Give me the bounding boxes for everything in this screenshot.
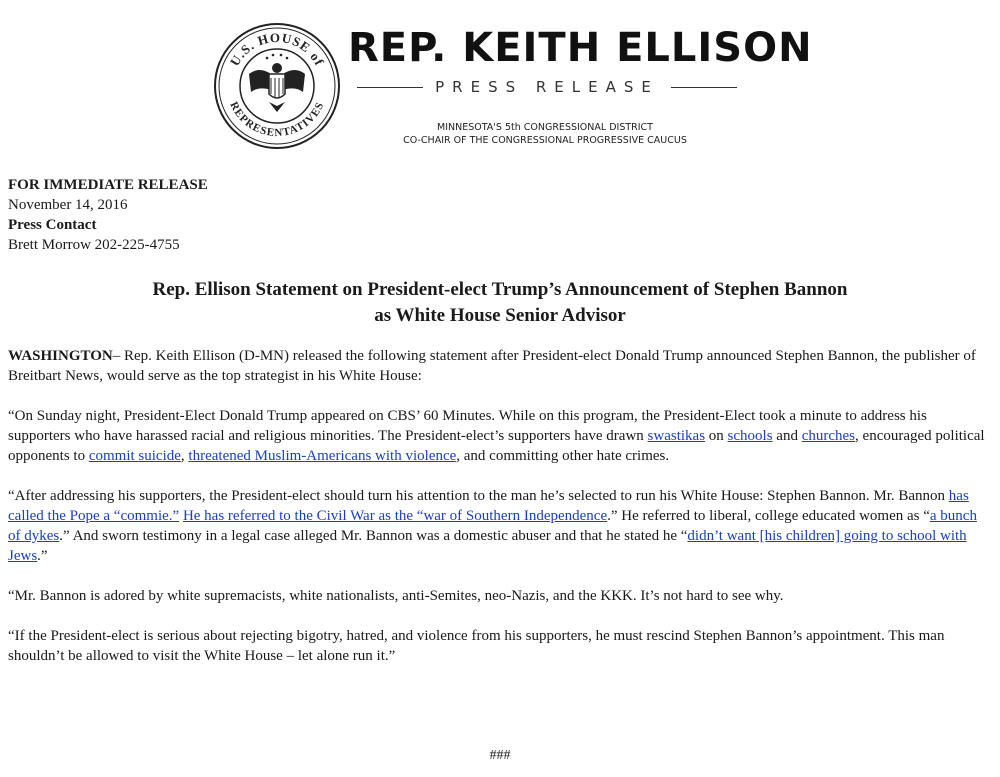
stars-icon (266, 54, 289, 60)
link-civil-war[interactable]: He has referred to the Civil War as the “war of Southern Independence (182, 508, 608, 524)
headline-line-1: Rep. Ellison Statement on President-elect Trump’s Announcement of Stephen Bannon (152, 279, 848, 300)
eagle-icon (249, 63, 305, 112)
link-churches[interactable]: churches (801, 428, 856, 444)
text-run: .” (37, 548, 48, 564)
contact-info: Brett Morrow 202-225-4755 (8, 237, 180, 253)
intro-text: – Rep. Keith Ellison (D-MN) released the following statement after President-elect Donald Trump announced Stephen Bannon, the publisher of Breitbart News, would serve as the top strategist in his White House: (8, 348, 976, 384)
subtitle-text: PRESS RELEASE (435, 78, 659, 96)
paragraph-5: “If the President-elect is serious about rejecting bigotry, hatred, and violence from his supporters, he must rescind Stephen Bannon’s appointment. This man shouldn’t be allowed to visit the White House – let alone run it.” (8, 628, 945, 664)
end-mark: ### (489, 748, 511, 763)
link-pope-commie[interactable]: has called the Pope a “commie.” (8, 488, 969, 524)
text-run: and (772, 428, 802, 444)
link-commit-suicide[interactable]: commit suicide (88, 448, 181, 464)
divider-left (357, 87, 423, 88)
text-run: .” And sworn testimony in a legal case alleged Mr. Bannon was a domestic abuser and that he stated he “ (59, 528, 688, 544)
district-info (380, 121, 710, 147)
seal-bottom-text: REPRESENTATIVES (227, 99, 327, 140)
text-run: “On Sunday night, President-Elect Donald Trump appeared on CBS’ 60 Minutes. While on this program, the President-Elect took a minute to address his supporters who have harassed racial and religious minorities. The President-elect’s supporters have drawn (8, 408, 927, 444)
house-seal-logo (213, 22, 341, 150)
dateline: WASHINGTON (8, 348, 113, 364)
headline-line-2: as White House Senior Advisor (374, 305, 626, 326)
seal-graphic (213, 22, 341, 150)
text-run: on (705, 428, 728, 444)
district-line: MINNESOTA'S 5th CONGRESSIONAL DISTRICT (437, 122, 653, 133)
contact-label: Press Contact (8, 217, 97, 233)
paragraph-intro (8, 346, 993, 386)
text-run: .” He referred to liberal, college educated women as “ (607, 508, 930, 524)
letterhead (0, 0, 1000, 160)
press-release-subtitle (357, 76, 737, 98)
headline (0, 277, 1000, 329)
divider-right (671, 87, 737, 88)
release-meta (8, 175, 408, 255)
paragraph-3 (8, 486, 993, 566)
link-swastikas[interactable]: swastikas (647, 428, 706, 444)
text-run: , and committing other hate crimes. (456, 448, 670, 464)
article-body (8, 346, 993, 686)
link-schools[interactable]: schools (727, 428, 773, 444)
paragraph-2 (8, 406, 993, 466)
release-label: FOR IMMEDIATE RELEASE (8, 177, 208, 193)
text-run: , encouraged political opponents to (8, 428, 985, 464)
svg-text:REPRESENTATIVES (227, 100, 326, 139)
seal-top-text: U.S. HOUSE of (226, 29, 328, 69)
page-title: REP. KEITH ELLISON (348, 25, 813, 71)
link-threatened-muslim-americans[interactable]: threatened Muslim-Americans with violence (188, 448, 457, 464)
text-run: “After addressing his supporters, the President-elect should turn his attention to the man he’s selected to run his White House: Stephen Bannon. Mr. Bannon (8, 488, 949, 504)
text-run: , (180, 448, 189, 464)
caucus-line: CO-CHAIR OF THE CONGRESSIONAL PROGRESSIVE CAUCUS (403, 135, 687, 146)
link-bunch-of-dykes[interactable]: a bunch of dykes (8, 508, 977, 544)
link-school-with-jews[interactable]: didn’t want [his children] going to school with Jews (8, 528, 967, 564)
paragraph-4: “Mr. Bannon is adored by white supremacists, white nationalists, anti-Semites, neo-Nazis, and the KKK. It’s not hard to see why. (8, 588, 784, 604)
release-date: November 14, 2016 (8, 197, 128, 213)
